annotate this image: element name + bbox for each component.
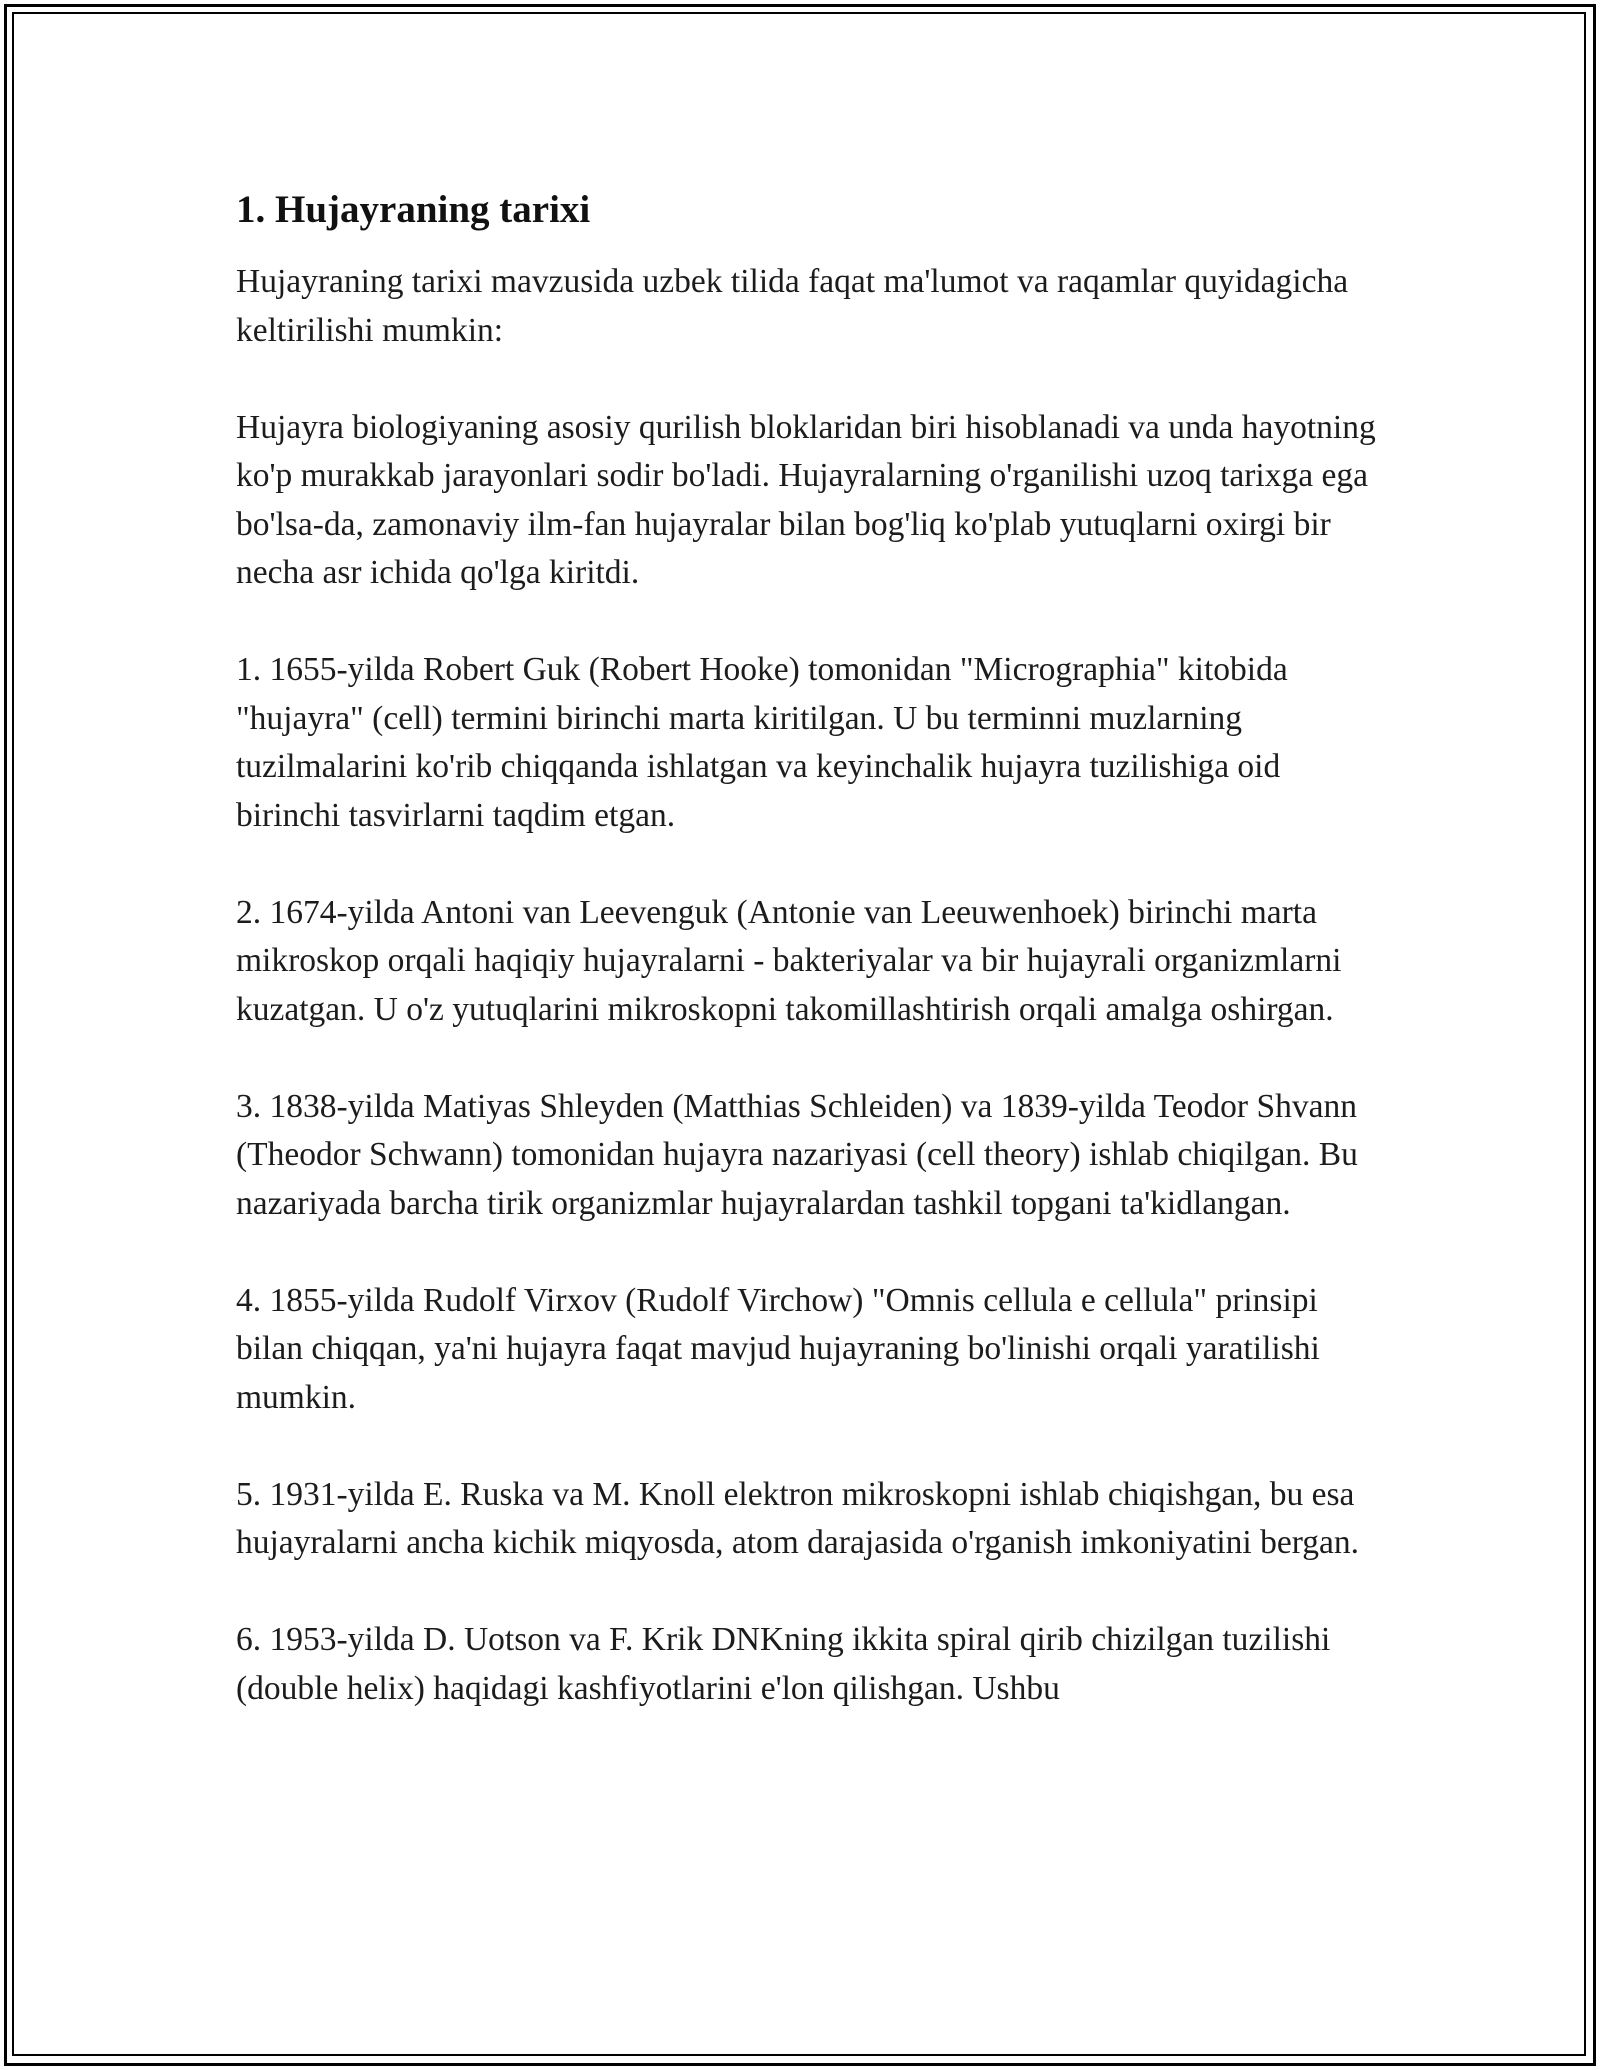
history-item-5: 5. 1931-yilda E. Ruska va M. Knoll elektron mikroskopni ishlab chiqishgan, bu esa hujayralarni ancha kichik miqyosda, atom darajasida o'rganish imkoniyatini bergan. [236,1475,1360,1561]
history-item-3: 3. 1838-yilda Matiyas Shleyden (Matthias Schleiden) va 1839-yilda Teodor Shvann (Theodor Schwann) tomonidan hujayra nazariyasi (cell theory) ishlab chiqilgan. Bu nazariyada barcha tirik organizmlar hujayralardan tashkil topgani ta'kidlangan. [236,1087,1358,1222]
history-item-1: 1. 1655-yilda Robert Guk (Robert Hooke) tomonidan "Micrographia" kitobida "hujayra" (cell) termini birinchi marta kiritilgan. U bu terminni muzlarning tuzilmalarini ko'rib chiqqanda ishlatgan va keyinchalik hujayra tuzilishiga oid birinchi tasvirlarni taqdim etgan. [236,651,1288,834]
intro-paragraph: Hujayraning tarixi mavzusida uzbek tilida faqat ma'lumot va raqamlar quyidagicha keltirilishi mumkin: [236,263,1349,349]
document-body [236,186,1376,1762]
overview-paragraph: Hujayra biologiyaning asosiy qurilish bloklaridan biri hisoblanadi va unda hayotning ko'p murakkab jarayonlari sodir bo'ladi. Hujayralarning o'rganilishi uzoq tarixga ega bo'lsa-da, zamonaviy ilm-fan hujayralar bilan bog'liq ko'plab yutuqlarni oxirgi bir necha asr ichida qo'lga kiritdi. [236,408,1376,591]
history-item-2: 2. 1674-yilda Antoni van Leevenguk (Antonie van Leeuwenhoek) birinchi marta mikroskop orqali haqiqiy hujayralarni - bakteriyalar va bir hujayrali organizmlarni kuzatgan. U o'z yutuqlarini mikroskopni takomillashtirish orqali amalga oshirgan. [236,893,1342,1028]
history-item-4: 4. 1855-yilda Rudolf Virxov (Rudolf Virchow) "Omnis cellula e cellula" prinsipi bilan chiqqan, ya'ni hujayra faqat mavjud hujayraning bo'linishi orqali yaratilishi mumkin. [236,1281,1320,1416]
history-item-6: 6. 1953-yilda D. Uotson va F. Krik DNKning ikkita spiral qirib chizilgan tuzilishi (double helix) haqidagi kashfiyotlarini e'lon qilishgan. Ushbu [236,1621,1331,1707]
section-heading: 1. Hujayraning tarixi [236,188,591,231]
